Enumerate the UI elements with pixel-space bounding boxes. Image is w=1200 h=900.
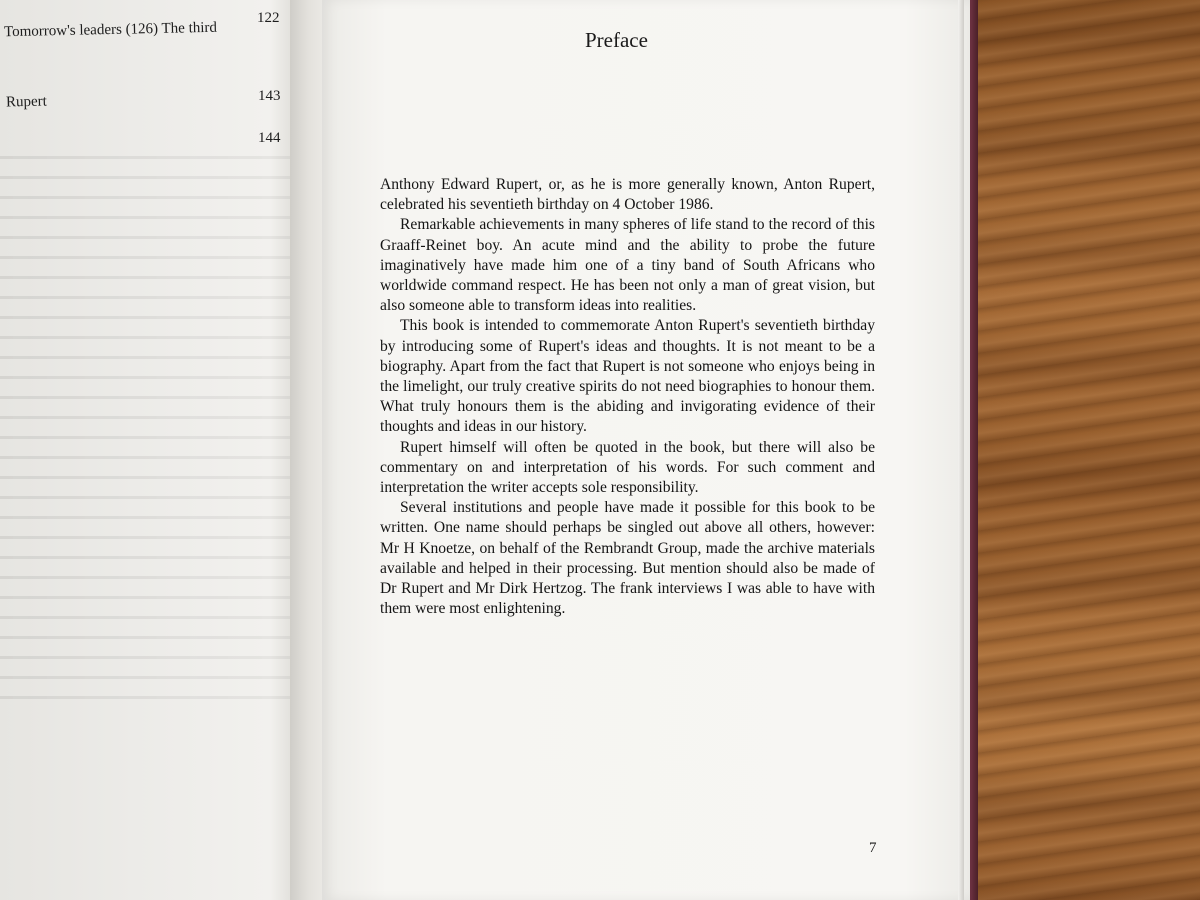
paragraph-1: Anthony Edward Rupert, or, as he is more generally known, Anton Rupert, celebrated his seventieth birthday on 4 October 1986. (380, 176, 875, 214)
toc-entry-2: Rupert (5, 93, 48, 111)
toc-entry-2-page: 143 (258, 88, 281, 104)
paragraph-5: Several institutions and people have made it possible for this book to be written. One name should perhaps be singled out above all others, however: Mr H Knoetze, on behalf of the Rembrandt Group, made the archive materials available and helped in their processing. But mention should also be made of Dr Rupert and Mr Dirk Hertzog. The frank interviews I was able to have with them were most enlightening. (380, 499, 875, 618)
page-number: 7 (869, 840, 877, 856)
paragraph-4: Rupert himself will often be quoted in the book, but there will also be commentary on and interpretation of his words. For such comment and interpretation the writer accepts sole responsibility. (380, 438, 875, 497)
toc-entry-3-page: 144 (258, 130, 281, 146)
show-through-text (0, 150, 290, 710)
toc-entry-1-page: 122 (257, 10, 280, 26)
paragraph-2: Remarkable achievements in many spheres of life stand to the record of this Graaff-Reinet boy. An acute mind and the ability to probe the future imaginatively have made him one of a tiny band of South Africans who worldwide command respect. He has been not only a man of great vision, but also someone able to transform ideas into realities. (380, 216, 875, 315)
paragraph-3: This book is intended to commemorate Anton Rupert's seventieth birthday by introducing some of Rupert's ideas and thoughts. It is not meant to be a biography. Apart from the fact that Rupert is not someone who enjoys being in the limelight, our truly creative spirits do not need biographies to honour them. What truly honours them is the abiding and invigorating evidence of their thoughts and ideas in our history. (380, 317, 875, 436)
wooden-table (960, 0, 1200, 900)
page-edge (958, 0, 964, 900)
preface-body (380, 175, 875, 619)
left-page (0, 0, 300, 900)
page-title: Preface (585, 28, 648, 52)
toc-entry-1: Tomorrow's leaders (126) The third (3, 19, 218, 41)
